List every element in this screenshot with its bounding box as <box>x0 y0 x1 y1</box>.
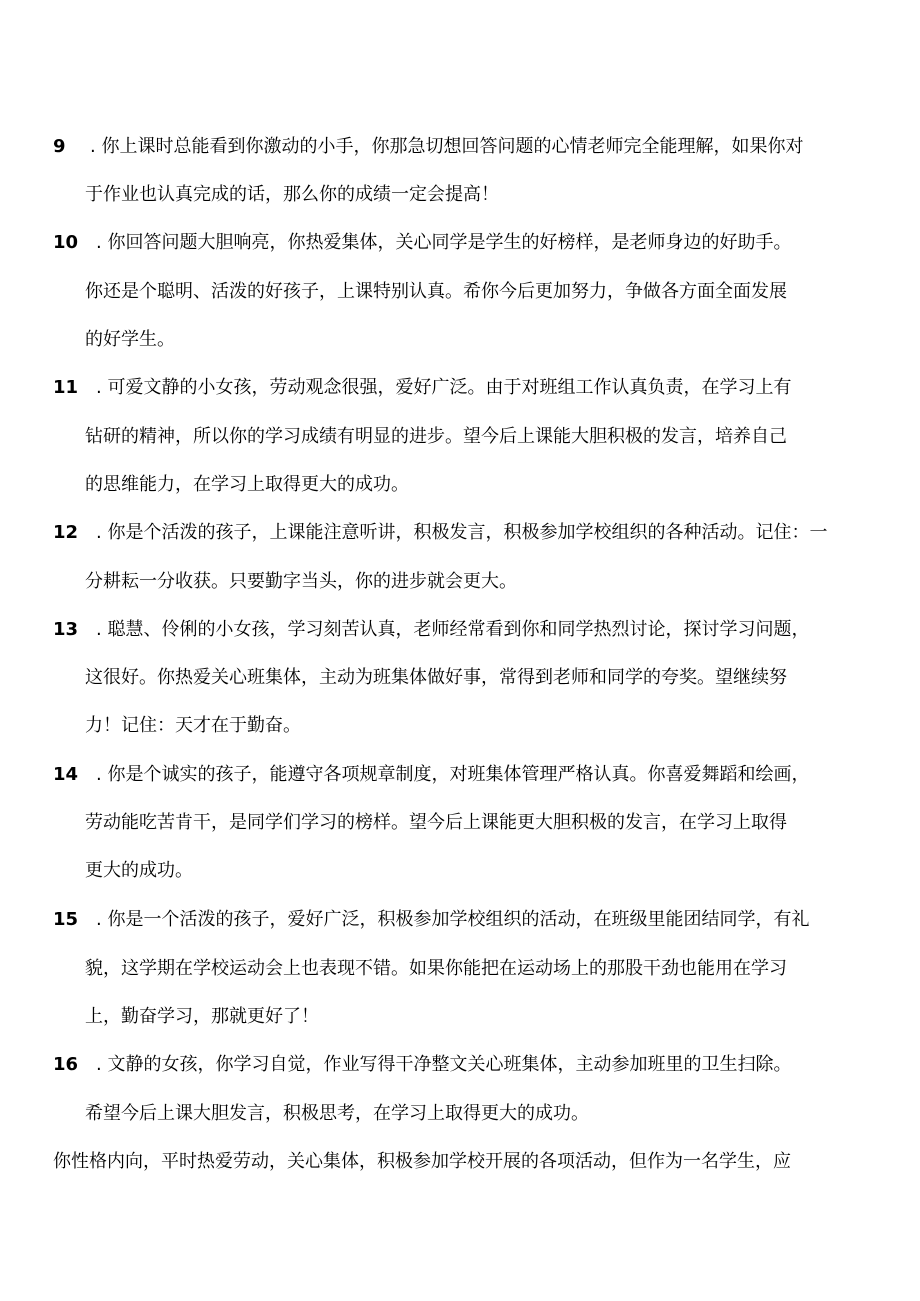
entry-text-line: 钻研的精神，所以你的学习成绩有明显的进步。望今后上课能大胆积极的发言，培养自己 <box>85 426 787 447</box>
entry-number: 10 <box>53 232 79 253</box>
entry-text-line: 貌，这学期在学校运动会上也表现不错。如果你能把在运动场上的那股干劲也能用在学习 <box>85 958 787 979</box>
entry-text-line: 更大的成功。 <box>85 860 193 881</box>
entry-text-line: . 你上课时总能看到你激动的小手，你那急切想回答问题的心情老师完全能理解，如果你对 <box>90 136 804 157</box>
entry-text-line: . 文静的女孩，你学习自觉，作业写得干净整文关心班集体，主动参加班里的卫生扫除。 <box>96 1054 792 1075</box>
entry-number: 11 <box>53 377 79 398</box>
entry-text-line: 分耕耘一分收获。只要勤字当头，你的进步就会更大。 <box>85 571 517 592</box>
entry-number: 12 <box>53 522 79 543</box>
trailing-paragraph: 你性格内向，平时热爱劳动，关心集体，积极参加学校开展的各项活动，但作为一名学生，应 <box>53 1151 791 1172</box>
entry-text-line: 力！记住：天才在于勤奋。 <box>85 715 301 736</box>
entry-text-line: 希望今后上课大胆发言，积极思考，在学习上取得更大的成功。 <box>85 1103 589 1124</box>
entry-text-line: . 你回答问题大胆响亮，你热爱集体，关心同学是学生的好榜样，是老师身边的好助手。 <box>96 232 792 253</box>
entry-text-line: . 你是个诚实的孩子，能遵守各项规章制度，对班集体管理严格认真。你喜爱舞蹈和绘画， <box>96 764 810 785</box>
entry-number: 16 <box>53 1054 79 1075</box>
entry-number: 14 <box>53 764 79 785</box>
entry-number: 13 <box>53 619 79 640</box>
entry-text-line: 劳动能吃苦肯干，是同学们学习的榜样。望今后上课能更大胆积极的发言，在学习上取得 <box>85 812 787 833</box>
entry-text-line: 的思维能力，在学习上取得更大的成功。 <box>85 474 409 495</box>
entry-number: 9 <box>53 136 66 157</box>
entry-text-line: . 你是个活泼的孩子，上课能注意听讲，积极发言，积极参加学校组织的各种活动。记住：一 <box>96 522 828 543</box>
entry-text-line: 于作业也认真完成的话，那么你的成绩一定会提高！ <box>85 184 499 205</box>
entry-text-line: 上，勤奋学习，那就更好了！ <box>85 1006 319 1027</box>
entry-text-line: 的好学生。 <box>85 329 175 350</box>
entry-text-line: . 聪慧、伶俐的小女孩，学习刻苦认真，老师经常看到你和同学热烈讨论，探讨学习问题， <box>96 619 810 640</box>
entry-text-line: . 你是一个活泼的孩子，爱好广泛，积极参加学校组织的活动，在班级里能团结同学，有礼 <box>96 909 810 930</box>
entry-text-line: 这很好。你热爱关心班集体，主动为班集体做好事，常得到老师和同学的夸奖。望继续努 <box>85 667 787 688</box>
entry-text-line: . 可爱文静的小女孩，劳动观念很强，爱好广泛。由于对班组工作认真负责，在学习上有 <box>96 377 792 398</box>
entry-text-line: 你还是个聪明、活泼的好孩子，上课特别认真。希你今后更加努力，争做各方面全面发展 <box>85 281 787 302</box>
entry-number: 15 <box>53 909 79 930</box>
